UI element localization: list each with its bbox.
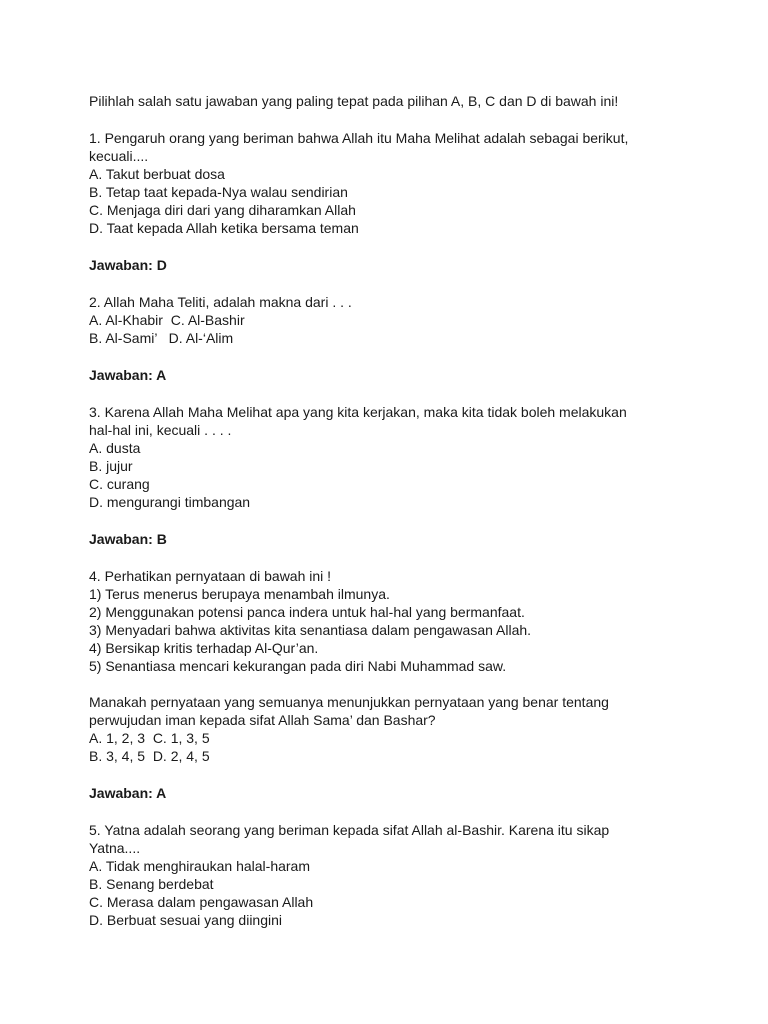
option-row: A. Al-Khabir C. Al-Bashir xyxy=(89,312,245,328)
answer-key: Jawaban: A xyxy=(89,785,167,801)
question-text-line: 2. Allah Maha Teliti, adalah makna dari . . . xyxy=(89,294,352,310)
question-5 xyxy=(89,821,709,929)
sub-question-line: Manakah pernyataan yang semuanya menunjukkan pernyataan yang benar tentang xyxy=(89,694,609,710)
option-row: B. 3, 4, 5 D. 2, 4, 5 xyxy=(89,748,210,764)
statement-1: 1) Terus menerus berupaya menambah ilmunya. xyxy=(89,586,390,602)
option-a: A. Takut berbuat dosa xyxy=(89,166,225,182)
question-text-line: 5. Yatna adalah seorang yang beriman kepada sifat Allah al-Bashir. Karena itu sikap xyxy=(89,822,610,838)
option-row: A. 1, 2, 3 C. 1, 3, 5 xyxy=(89,730,210,746)
option-c: C. Menjaga diri dari yang diharamkan Allah xyxy=(89,202,356,218)
option-b: B. Tetap taat kepada-Nya walau sendirian xyxy=(89,184,348,200)
option-b: B. jujur xyxy=(89,458,133,474)
question-text-line: 1. Pengaruh orang yang beriman bahwa Allah itu Maha Melihat adalah sebagai berikut, xyxy=(89,130,629,146)
question-4 xyxy=(89,567,709,802)
statement-4: 4) Bersikap kritis terhadap Al-Qur’an. xyxy=(89,640,319,656)
answer-key: Jawaban: D xyxy=(89,257,167,273)
sub-question xyxy=(89,693,709,729)
answer-key: Jawaban: B xyxy=(89,531,167,547)
option-row: B. Al-Sami’ D. Al-‘Alim xyxy=(89,330,234,346)
question-1 xyxy=(89,129,709,274)
option-a: A. dusta xyxy=(89,440,141,456)
option-c: C. curang xyxy=(89,476,150,492)
instruction-text: Pilihlah salah satu jawaban yang paling tepat pada pilihan A, B, C dan D di bawah ini! xyxy=(89,93,619,109)
question-text-line: 3. Karena Allah Maha Melihat apa yang kita kerjakan, maka kita tidak boleh melakukan xyxy=(89,404,627,420)
statement-2: 2) Menggunakan potensi panca indera untuk hal-hal yang bermanfaat. xyxy=(89,604,525,620)
statement-5: 5) Senantiasa mencari kekurangan pada diri Nabi Muhammad saw. xyxy=(89,658,507,674)
option-c: C. Merasa dalam pengawasan Allah xyxy=(89,894,314,910)
option-b: B. Senang berdebat xyxy=(89,876,214,892)
option-d: D. mengurangi timbangan xyxy=(89,494,251,510)
question-text-line: kecuali.... xyxy=(89,148,149,164)
question-3 xyxy=(89,403,709,548)
question-text-line: Yatna.... xyxy=(89,840,141,856)
question-2 xyxy=(89,293,709,384)
option-d: D. Berbuat sesuai yang diingini xyxy=(89,912,283,928)
document-page xyxy=(89,92,709,929)
statement-3: 3) Menyadari bahwa aktivitas kita senantiasa dalam pengawasan Allah. xyxy=(89,622,532,638)
question-text-line: 4. Perhatikan pernyataan di bawah ini ! xyxy=(89,568,332,584)
sub-question-line: perwujudan iman kepada sifat Allah Sama’ dan Bashar? xyxy=(89,712,436,728)
answer-key: Jawaban: A xyxy=(89,367,167,383)
option-a: A. Tidak menghiraukan halal-haram xyxy=(89,858,311,874)
question-text-line: hal-hal ini, kecuali . . . . xyxy=(89,422,232,438)
option-d: D. Taat kepada Allah ketika bersama teman xyxy=(89,220,359,236)
